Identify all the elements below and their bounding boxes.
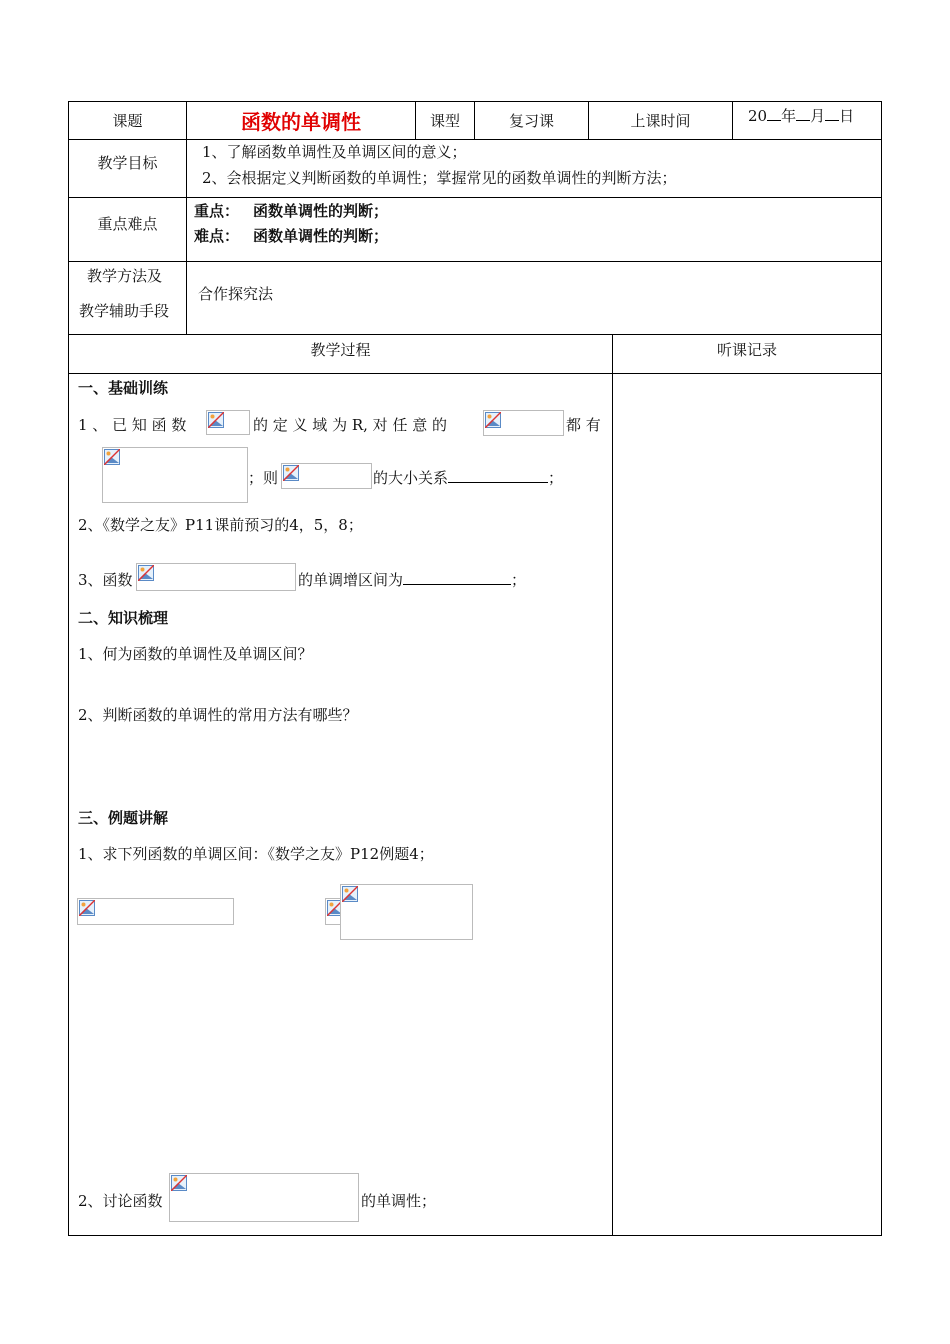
table-border-bottom: [68, 1235, 882, 1236]
answer-blank[interactable]: [403, 570, 511, 585]
formula-image: [281, 463, 372, 489]
q1-text-b: 的 定 义 域 为 R, 对 任 意 的: [253, 416, 447, 434]
date-field: 20 年 月 日: [748, 107, 855, 125]
type-value: 复习课: [508, 112, 554, 130]
goal-item-1: 1、了解函数单调性及单调区间的意义；: [202, 143, 467, 161]
formula-image: [102, 447, 248, 503]
broken-image-icon: [208, 412, 224, 428]
s2-q2-text: 2、判断函数的单调性的常用方法有哪些？: [78, 706, 358, 724]
broken-image-icon: [79, 900, 95, 916]
formula-image: [206, 410, 250, 435]
methods-label-1: 教学方法及: [87, 267, 163, 285]
formula-image: [340, 884, 473, 940]
type-label: 课型: [429, 112, 460, 130]
section3-heading: 三、例题讲解: [78, 809, 169, 827]
formula-image: [169, 1173, 359, 1222]
broken-image-icon: [283, 465, 299, 481]
formula-image: [136, 563, 296, 591]
section2-heading: 二、知识梳理: [78, 609, 169, 627]
row-divider: [68, 373, 882, 374]
process-heading: 教学过程: [310, 340, 371, 359]
q1-text-c: 都 有: [566, 416, 601, 434]
broken-image-icon: [104, 449, 120, 465]
topic-label: 课题: [112, 112, 143, 130]
q3-text-a: 3、函数: [78, 571, 133, 589]
s3-q1-text: 1、求下列函数的单调区间：《数学之友》P12例题4；: [78, 845, 434, 863]
s3-q2-text-b: 的单调性；: [361, 1192, 437, 1210]
goal-item-2: 2、会根据定义判断函数的单调性；掌握常见的函数单调性的判断方法；: [202, 169, 677, 187]
table-border-left: [68, 101, 69, 1236]
q1-text-a: 1 、 已 知 函 数: [78, 416, 187, 434]
topic-title: 函数的单调性: [241, 110, 361, 134]
q3-text-b: 的单调增区间为 ；: [298, 571, 527, 589]
broken-image-icon: [138, 565, 154, 581]
broken-image-icon: [171, 1175, 187, 1191]
broken-image-icon: [485, 412, 501, 428]
key-point-row: 重点： 函数单调性的判断；: [194, 202, 389, 220]
q2-text: 2、《数学之友》P11课前预习的4，5，8；: [78, 516, 363, 534]
methods-label-2: 教学辅助手段: [79, 302, 170, 320]
col-divider: [732, 101, 733, 139]
formula-image: [483, 410, 564, 436]
col-divider-notes: [612, 334, 613, 1235]
hard-point-row: 难点： 函数单调性的判断；: [194, 227, 389, 245]
formula-image: [77, 898, 234, 925]
row-divider: [68, 197, 882, 198]
answer-blank[interactable]: [448, 468, 548, 483]
notes-heading: 听课记录: [716, 340, 777, 359]
q1-text-e: 的大小关系 ；: [373, 469, 564, 487]
key-points-label: 重点难点: [97, 214, 158, 233]
s3-q2-text-a: 2、讨论函数: [78, 1192, 163, 1210]
goals-label: 教学目标: [97, 153, 158, 172]
time-label: 上课时间: [630, 112, 691, 130]
row-divider: [68, 139, 882, 140]
row-divider: [68, 261, 882, 262]
s2-q1-text: 1、何为函数的单调性及单调区间？: [78, 645, 313, 663]
q1-text-d: ；则: [248, 469, 279, 487]
table-border-right: [881, 101, 882, 1236]
section1-heading: 一、基础训练: [78, 379, 169, 397]
methods-value: 合作探究法: [198, 285, 274, 303]
broken-image-icon: [342, 886, 358, 902]
